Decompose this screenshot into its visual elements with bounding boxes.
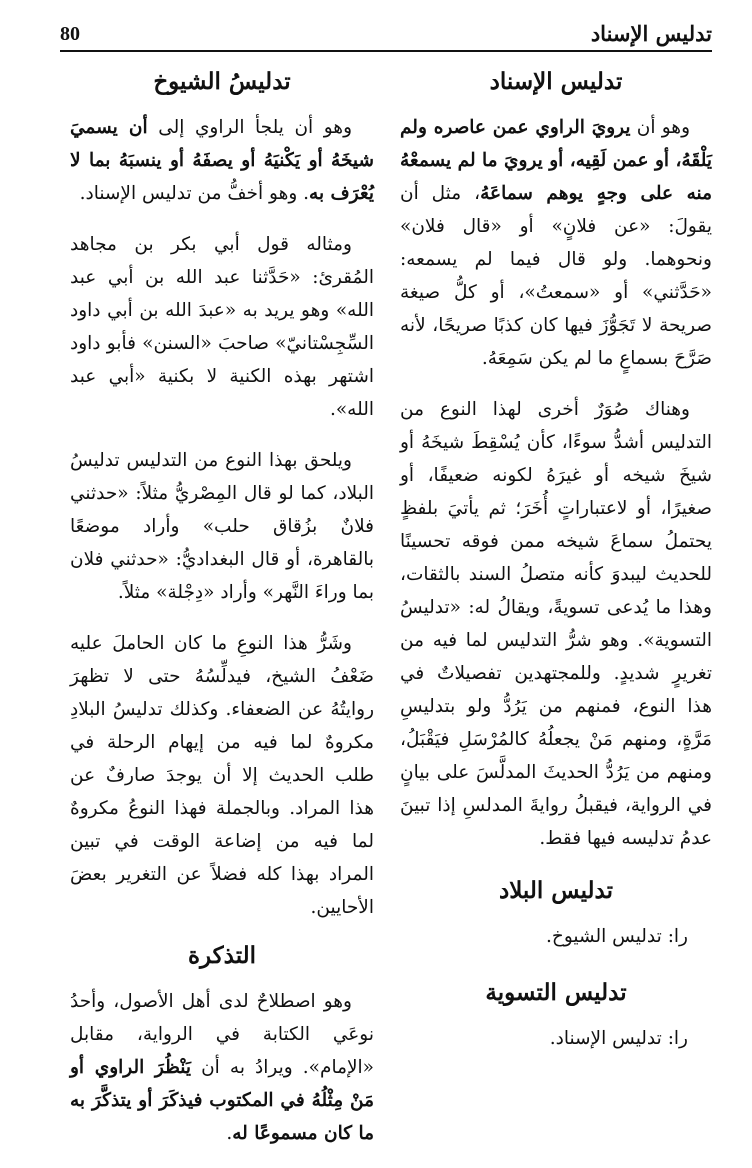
paragraph — [70, 111, 374, 210]
text-run: وهو أن — [630, 117, 690, 138]
running-head — [60, 16, 712, 46]
text-run: ، مثل أن يقولَ: «عن فلانٍ» أو «قال فلان» ونحوهما. ولو قال فيما لم يسمعه: «حَدَّثني» أو «سمعتُ»، أو كلُّ صيغة صريحة لا تَجَوُّزَ فيها كان كذبًا صريحًا، لأنه صَرَّحَ بسماعٍ ما لم يكن سَمِعَهُ. — [400, 183, 712, 369]
paragraph — [70, 985, 374, 1150]
paragraph: ومثاله قول أبي بكر بن مجاهد المُقرئ: «حَدَّثنا عبد الله بن أبي عبد الله» وهو يريد به «عبدَ الله بن أبي داود السِّجِسْتانيّ» صاحبَ «السنن» فأبو داود اشتهر بهذه الكنية لا بكنية «أبي عبد الله». — [70, 234, 374, 420]
paragraph: وهناك صُوَرٌ أخرى لهذا النوع من التدليس أشدُّ سوءًا، كأن يُسْقِطَ شيخَهُ أو شيخَ شيخه أو غيرَهُ لكونه ضعيفًا، أو صغيرًا، أو لاعتباراتٍ أُخَرَ؛ ثم يأتيَ بلفظٍ يحتملُ سماعَ شيخه ممن فوقه تحسينًا للحديث ليبدوَ كأنه متصلُ السند بالثقات، وهذا ما يُدعى تسويةً، ويقالُ له: «تدليسُ التسوية». وهو شرُّ التدليس لما فيه من تغريرٍ شديدٍ. وللمجتهدين تفصيلاتٌ في هذا النوع، فمنهم من يَرُدُّ ولو بتدليسِ مَرَّةٍ، ومنهم مَنْ يجعلُهُ كالمُرْسَلِ فيَقْبَلُ، ومنهم من يَرُدُّ الحديثَ المدلَّسَ على بيانٍ في الرواية، فيقبلُ روايةَ المدلسِ إذا تبينَ عدمُ تدليسه فيها فقط. — [400, 399, 712, 849]
xref-prefix: را: — [667, 1028, 688, 1049]
text-run: وهو أن يلجأ الراوي إلى — [147, 117, 352, 138]
bold-definition: يَنْظُرَ الراوي أو مَنْ مِثْلُهُ في المكتوب فيذكَرَ أو يتذكَّرَ به ما كان مسموعًا له — [70, 1057, 374, 1144]
entry-title-tadlis-bilad: تدليس البلاد — [498, 877, 614, 904]
header-rule — [60, 50, 712, 52]
xref-target: تدليس الإسناد. — [549, 1028, 662, 1049]
text-run: وهو اصطلاحٌ لدى أهل الأصول، وأحدُ نوعَي الكتابة في الرواية، مقابل «الإمام». ويرادُ به أن — [70, 991, 375, 1078]
page-number: 80 — [60, 23, 80, 45]
paragraph: وشَرُّ هذا النوعِ ما كان الحاملَ عليه ضَعْفُ الشيخ، فيدلِّسُهُ حتى لا تظهرَ روايتُهُ عن الضعفاء. وكذلك تدليسُ البلادِ مكروهٌ لما فيه من إيهام الرحلة في طلب الحديث إلا أن يوجدَ صارفٌ عن هذا المراد. وبالجملة فهذا النوعُ مكروهٌ لما فيه من إضاعة الوقت في تبين المراد بهذا كله فضلاً عن التغرير بعضَ الأحايين. — [70, 633, 374, 918]
text-run: . — [226, 1123, 233, 1144]
text-run: . وهو أخفُّ من تدليس الإسناد. — [79, 183, 310, 204]
cross-reference — [400, 1022, 712, 1055]
entry-title-tadlis-shuyukh: تدليسُ الشيوخ — [153, 68, 291, 95]
entry-title-tadhkira: التذكرة — [187, 942, 257, 969]
entry-title-tadlis-isnad: تدليس الإسناد — [489, 68, 623, 95]
xref-target: تدليس الشيوخ. — [546, 926, 662, 947]
cross-reference — [400, 920, 712, 953]
paragraph — [400, 111, 712, 375]
right-column — [400, 58, 712, 1081]
left-column — [70, 58, 374, 1168]
running-title: تدليس الإسناد — [590, 21, 712, 46]
entry-title-tadlis-taswiya: تدليس التسوية — [485, 979, 627, 1006]
xref-prefix: را: — [667, 926, 688, 947]
paragraph: ويلحق بهذا النوع من التدليس تدليسُ البلاد، كما لو قال المِصْريُّ مثلاً: «حدثني فلانٌ بزُقاق حلب» وأراد موضعًا بالقاهرة، أو قال البغداديُّ: «حدثني فلان بما وراءَ النَّهر» وأراد «دِجْلة» مثلاً. — [70, 450, 374, 603]
bold-definition: أن يسميَ شيخَهُ أو يَكْنيَهُ أو يصفَهُ أو ينسبَهُ بما لا يُعْرَف به — [70, 117, 374, 204]
bold-definition: يرويَ الراوي عمن عاصره ولم يَلْقَهُ، أو عمن لَقِيه، أو يرويَ ما لم يسمعْهُ منه على وجهٍ يوهم سماعَهُ — [400, 117, 712, 204]
